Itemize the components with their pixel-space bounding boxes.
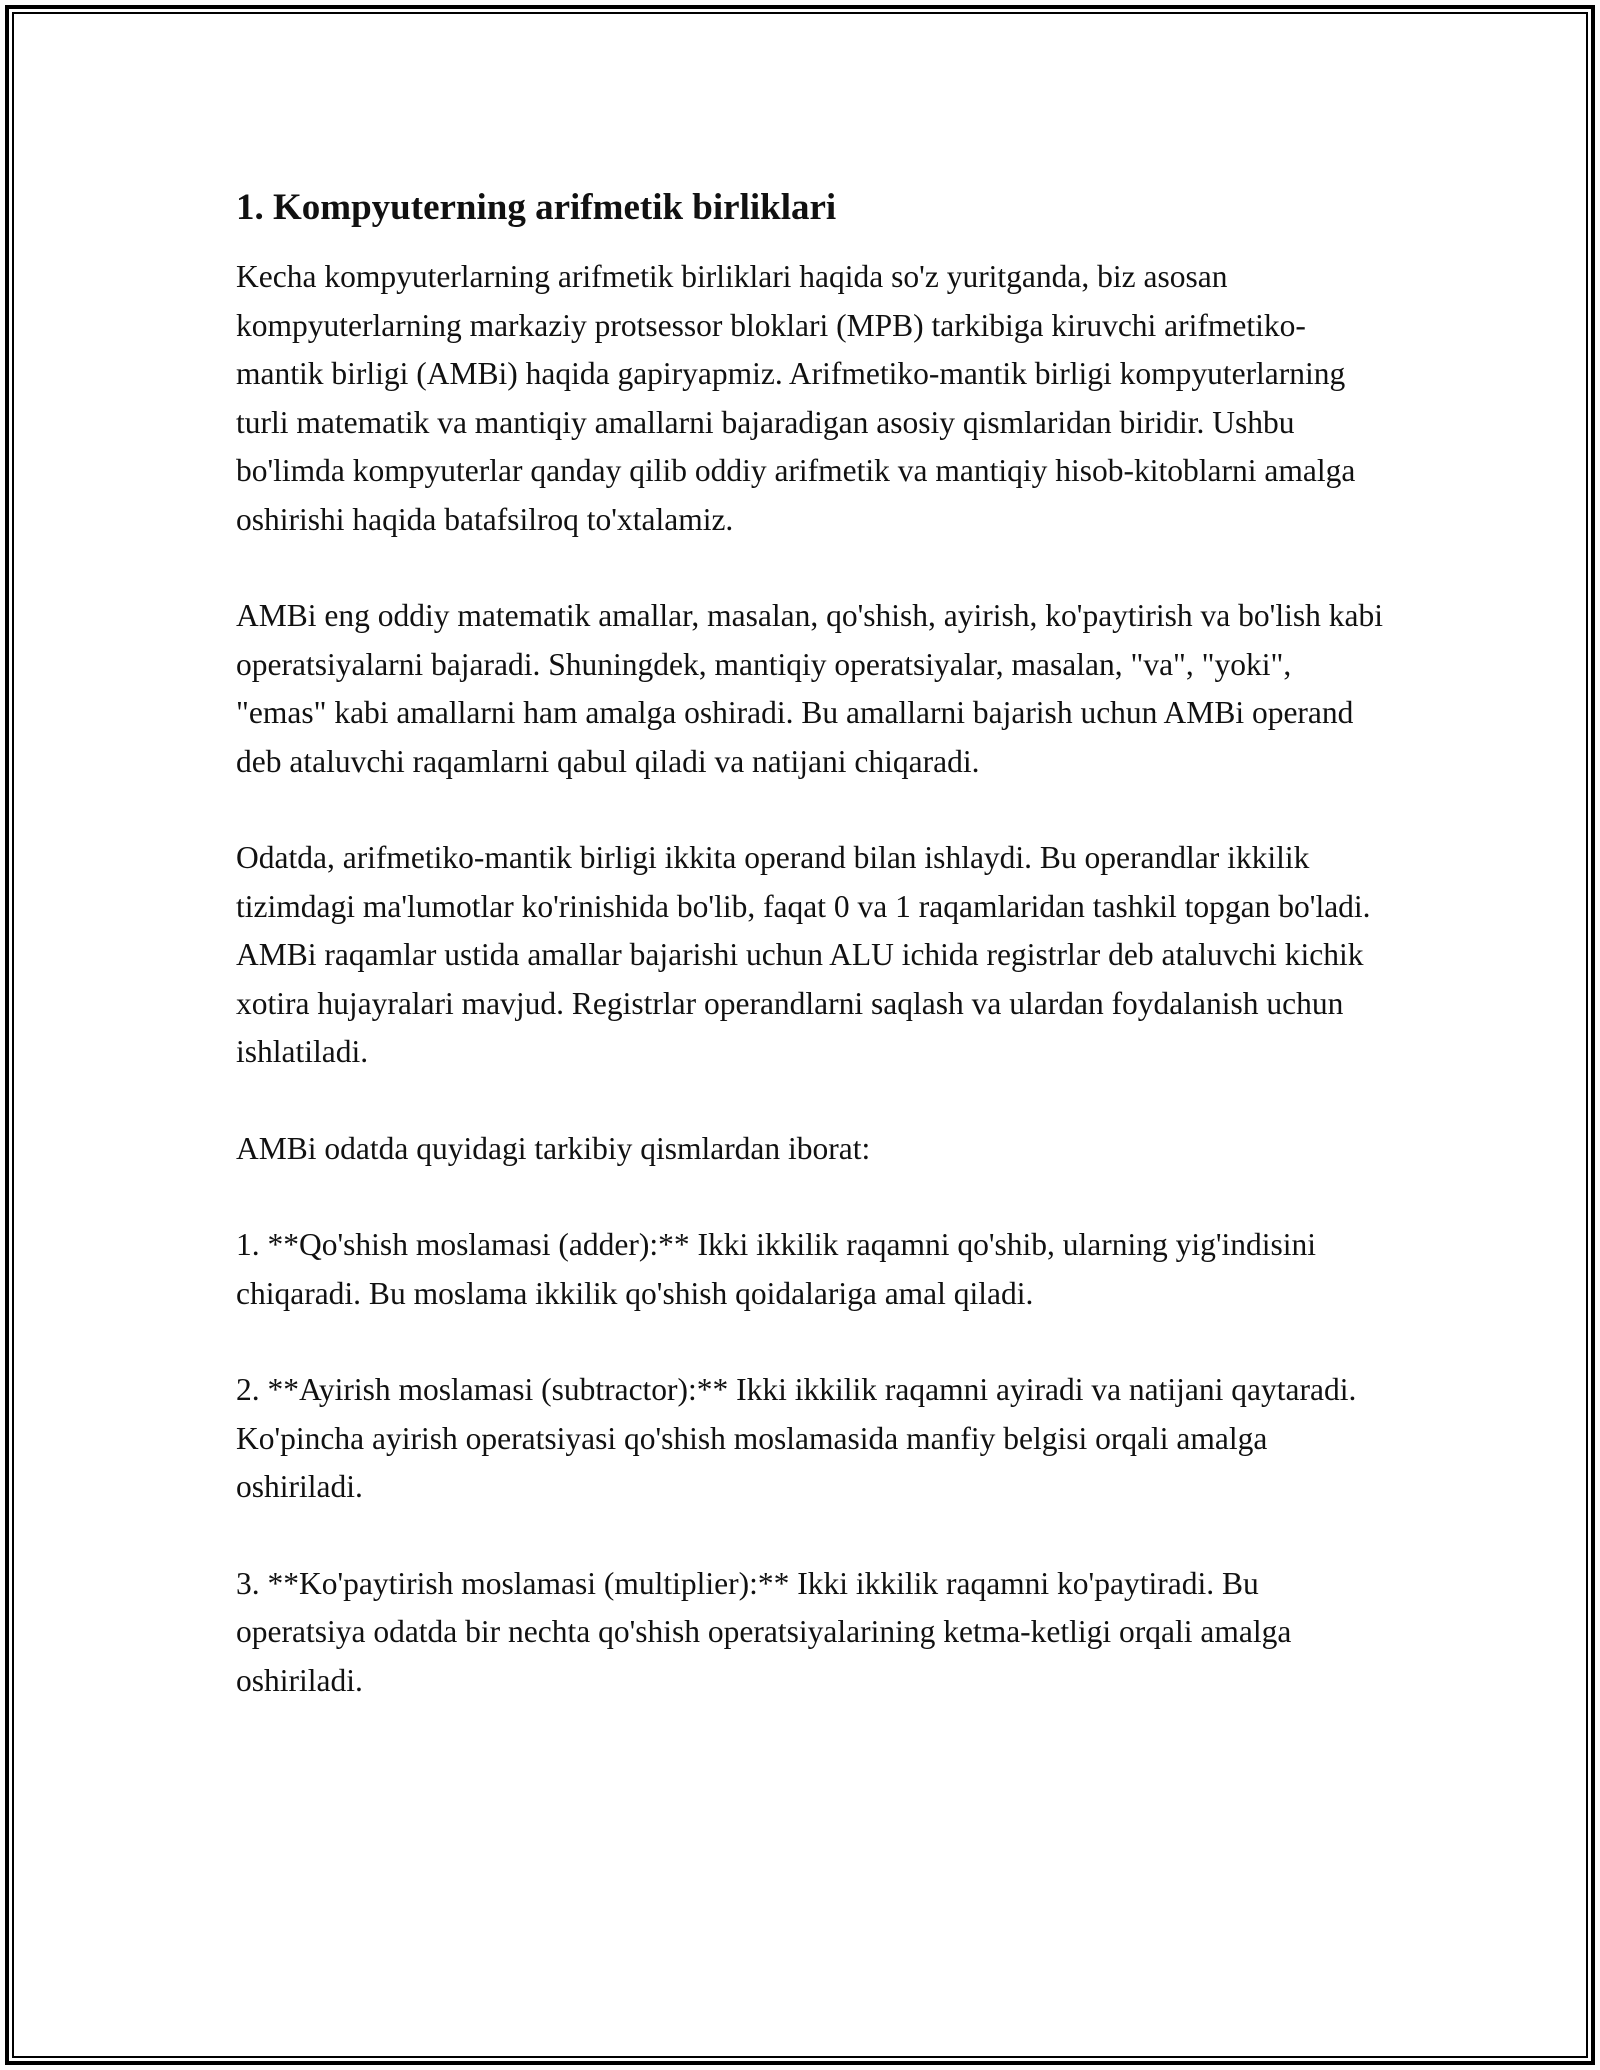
paragraph-operands: Odatda, arifmetiko-mantik birligi ikkita operand bilan ishlaydi. Bu operandlar ikkilik tizimdagi ma'lumotlar ko'rinishida bo'lib, faqat 0 va 1 raqamlaridan tashkil topgan bo'ladi. AMBi raqamlar ustida amallar bajarishi uchun ALU ichida registrlar deb ataluvchi kichik xotira hujayralari mavjud. Registrlar operandlarni saqlash va ulardan foydalanish uchun ishlatiladi. — [236, 840, 1371, 1069]
document-body — [236, 185, 1386, 1753]
paragraph-components-intro: AMBi odatda quyidagi tarkibiy qismlardan iborat: — [236, 1130, 871, 1166]
paragraph-operations: AMBi eng oddiy matematik amallar, masalan, qo'shish, ayirish, ko'paytirish va bo'lish kabi operatsiyalarni bajaradi. Shuningdek, mantiqiy operatsiyalar, masalan, "va", "yoki", "emas" kabi amallarni ham amalga oshiradi. Bu amallarni bajarish uchun AMBi operand deb ataluvchi raqamlarni qabul qiladi va natijani chiqaradi. — [236, 598, 1383, 779]
paragraph-intro: Kecha kompyuterlarning arifmetik birliklari haqida so'z yuritganda, biz asosan kompyuterlarning markaziy protsessor bloklari (MPB) tarkibiga kiruvchi arifmetiko-mantik birligi (AMBi) haqida gapiryapmiz. Arifmetiko-mantik birligi kompyuterlarning turli matematik va mantiqiy amallarni bajaradigan asosiy qismlaridan biridir. Ushbu bo'limda kompyuterlar qanday qilib oddiy arifmetik va mantiqiy hisob-kitoblarni amalga oshirishi haqida batafsilroq to'xtalamiz. — [236, 259, 1356, 537]
list-item-subtractor: 2. **Ayirish moslamasi (subtractor):** Ikki ikkilik raqamni ayiradi va natijani qaytaradi. Ko'pincha ayirish operatsiyasi qo'shish moslamasida manfiy belgisi orqali amalga oshiriladi. — [236, 1372, 1357, 1504]
list-item-multiplier: 3. **Ko'paytirish moslamasi (multiplier):** Ikki ikkilik raqamni ko'paytiradi. Bu operatsiya odatda bir nechta qo'shish operatsiyalarining ketma-ketligi orqali amalga oshiriladi. — [236, 1565, 1292, 1698]
list-item-adder: 1. **Qo'shish moslamasi (adder):** Ikki ikkilik raqamni qo'shib, ularning yig'indisini chiqaradi. Bu moslama ikkilik qo'shish qoidalariga amal qiladi. — [236, 1227, 1317, 1311]
section-heading: 1. Kompyuterning arifmetik birliklari — [236, 187, 837, 228]
